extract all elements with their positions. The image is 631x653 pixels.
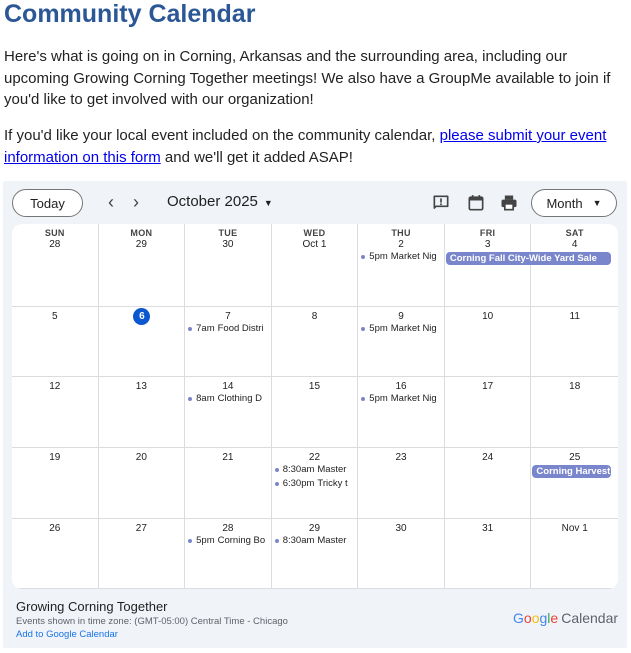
calendar-icon[interactable] (466, 193, 486, 213)
day-number[interactable]: 10 (482, 311, 494, 322)
calendar-event[interactable] (275, 464, 356, 475)
event-dot-icon (188, 397, 192, 401)
event-title: Master (317, 464, 347, 475)
event-dot-icon (275, 539, 279, 543)
day-cell[interactable] (12, 307, 99, 377)
month-label: October 2025 (167, 193, 258, 210)
calendar-event[interactable] (361, 323, 442, 334)
submit-event-link[interactable]: please submit your event information on this form (4, 127, 607, 166)
calendar-event[interactable] (361, 251, 442, 262)
day-cell[interactable] (445, 448, 532, 519)
brand-google (513, 610, 558, 626)
event-time: 5pm (369, 251, 388, 262)
calendar-event[interactable] (275, 535, 356, 546)
calendar-event[interactable] (275, 478, 356, 489)
event-title: Clothing D (217, 393, 262, 404)
day-cell[interactable] (358, 224, 445, 307)
timezone-note: Events shown in time zone: (GMT-05:00) Central Time - Chicago (16, 616, 288, 627)
day-number[interactable]: Oct 1 (302, 239, 327, 250)
event-title: Market Nig (390, 251, 437, 262)
next-month-button[interactable]: › (133, 192, 139, 212)
day-cell[interactable] (358, 448, 445, 519)
day-cell[interactable] (445, 307, 532, 377)
brand-letter: G (513, 610, 524, 626)
event-title: Corning Bo (217, 535, 266, 546)
event-dot-icon (361, 397, 365, 401)
day-cell[interactable] (99, 377, 186, 448)
weekday-header: SUN (44, 228, 65, 238)
day-number[interactable]: Nov 1 (561, 523, 588, 534)
day-cell[interactable] (12, 377, 99, 448)
day-number[interactable]: 13 (135, 381, 147, 392)
weekday-header: MON (130, 228, 153, 238)
day-cell[interactable] (358, 377, 445, 448)
event-dot-icon (188, 539, 192, 543)
day-number[interactable]: 7 (225, 311, 231, 322)
day-cell[interactable] (99, 307, 186, 377)
calendar-event[interactable] (188, 535, 269, 546)
day-cell[interactable] (272, 448, 359, 519)
event-dot-icon (361, 327, 365, 331)
day-cell[interactable] (531, 519, 618, 589)
calendar-event[interactable] (188, 393, 269, 404)
day-number[interactable]: 16 (395, 381, 407, 392)
calendar-name: Growing Corning Together (16, 599, 168, 614)
day-cell[interactable] (531, 307, 618, 377)
day-cell[interactable] (272, 307, 359, 377)
weekday-header: FRI (479, 228, 496, 238)
weekday-header: WED (303, 228, 326, 238)
day-cell[interactable] (272, 377, 359, 448)
google-calendar-logo[interactable] (513, 610, 618, 626)
day-number[interactable]: 29 (135, 239, 147, 250)
day-cell[interactable] (445, 224, 532, 307)
print-icon[interactable] (499, 193, 519, 213)
day-number[interactable]: 24 (482, 452, 494, 463)
day-cell[interactable] (185, 224, 272, 307)
day-number[interactable]: 30 (395, 523, 407, 534)
day-cell[interactable] (531, 448, 618, 519)
day-cell[interactable] (185, 519, 272, 589)
day-cell[interactable] (531, 224, 618, 307)
event-dot-icon (188, 327, 192, 331)
page-title: Community Calendar (4, 0, 256, 28)
event-dot-icon (275, 482, 279, 486)
day-cell[interactable] (531, 377, 618, 448)
event-time: 6:30pm (282, 478, 315, 489)
month-grid (12, 224, 618, 589)
day-cell[interactable] (12, 448, 99, 519)
calendar-event[interactable] (361, 393, 442, 404)
today-day-number[interactable]: 6 (133, 308, 150, 325)
day-number[interactable]: 11 (569, 311, 580, 322)
weekday-header: TUE (218, 228, 238, 238)
event-time: 5pm (369, 393, 388, 404)
day-cell[interactable] (185, 307, 272, 377)
day-cell[interactable] (185, 448, 272, 519)
day-cell[interactable] (99, 448, 186, 519)
event-title: Food Distri (217, 323, 264, 334)
event-dot-icon (275, 468, 279, 472)
day-cell[interactable] (358, 307, 445, 377)
submit-paragraph (4, 125, 624, 168)
calendar-event[interactable] (188, 323, 269, 334)
day-number[interactable]: 28 (222, 523, 234, 534)
day-number[interactable]: 9 (398, 311, 404, 322)
month-picker[interactable] (167, 193, 273, 210)
day-number[interactable]: 2 (398, 239, 404, 250)
day-number[interactable]: 21 (222, 452, 234, 463)
event-time: 8:30am (282, 464, 315, 475)
day-number[interactable]: 3 (484, 239, 491, 250)
day-cell[interactable] (358, 519, 445, 589)
event-title: Tricky t (317, 478, 348, 489)
day-cell[interactable] (99, 519, 186, 589)
add-to-google-calendar-link[interactable]: Add to Google Calendar (16, 629, 118, 640)
all-day-event[interactable]: Corning Fall City-Wide Yard Sale (446, 252, 611, 265)
view-label: Month (546, 195, 583, 211)
day-number[interactable]: 17 (482, 381, 494, 392)
day-cell[interactable] (445, 519, 532, 589)
all-day-event[interactable]: Corning Harvest (532, 465, 611, 478)
event-time: 7am (196, 323, 215, 334)
day-number[interactable]: 18 (569, 381, 581, 392)
today-button[interactable]: Today (12, 189, 83, 217)
submit-suffix: and we'll get it added ASAP! (160, 148, 353, 166)
day-number[interactable]: 25 (569, 452, 581, 463)
day-number[interactable]: 8 (311, 311, 318, 322)
brand-letter: o (523, 610, 532, 626)
weekday-header: SAT (565, 228, 584, 238)
event-title: Market Nig (390, 323, 437, 334)
day-number[interactable]: 4 (571, 239, 578, 250)
chevron-down-icon: ▼ (263, 198, 273, 208)
report-icon[interactable] (431, 193, 451, 213)
brand-letter: g (539, 610, 548, 626)
day-number[interactable]: 30 (222, 239, 234, 250)
event-time: 8:30am (282, 535, 315, 546)
day-number[interactable]: 15 (308, 381, 321, 392)
calendar-embed (3, 181, 627, 648)
brand-calendar: Calendar (561, 610, 619, 626)
day-cell[interactable] (99, 224, 186, 307)
day-number[interactable]: 12 (49, 381, 61, 392)
day-cell[interactable] (12, 519, 99, 589)
day-cell[interactable] (185, 377, 272, 448)
day-cell[interactable] (272, 224, 359, 307)
day-number[interactable]: 28 (49, 239, 61, 250)
event-title: Market Nig (390, 393, 437, 404)
day-number[interactable]: 22 (308, 452, 321, 463)
event-time: 5pm (369, 323, 388, 334)
view-select[interactable] (531, 189, 617, 217)
day-number[interactable]: 5 (52, 311, 58, 322)
day-number[interactable]: 27 (135, 523, 147, 534)
event-time: 8am (196, 393, 215, 404)
chevron-down-icon: ▼ (592, 198, 602, 208)
day-number[interactable]: 26 (49, 523, 61, 534)
day-cell[interactable] (445, 377, 532, 448)
day-number[interactable]: 19 (49, 452, 61, 463)
prev-month-button[interactable]: ‹ (108, 192, 114, 212)
weekday-header: THU (391, 228, 411, 238)
day-number[interactable]: 23 (395, 452, 407, 463)
intro-paragraph: Here's what is going on in Corning, Arkansas and the surrounding area, including our upcoming Growing Corning Together meetings! We also have a GroupMe available to join if you'd like to get involved with our organization! (4, 48, 611, 108)
submit-prefix: If you'd like your local event included on the community calendar, (4, 127, 440, 144)
brand-letter: l (547, 610, 551, 626)
brand-letter: o (531, 610, 540, 626)
day-cell[interactable] (12, 224, 99, 307)
day-number[interactable]: 20 (135, 452, 147, 463)
event-time: 5pm (196, 535, 215, 546)
day-cell[interactable] (272, 519, 359, 589)
day-number[interactable]: 29 (308, 523, 321, 534)
day-number[interactable]: 14 (222, 381, 234, 392)
brand-letter: e (550, 610, 559, 626)
day-number[interactable]: 31 (482, 523, 494, 534)
event-dot-icon (361, 255, 365, 259)
event-title: Master (317, 535, 347, 546)
